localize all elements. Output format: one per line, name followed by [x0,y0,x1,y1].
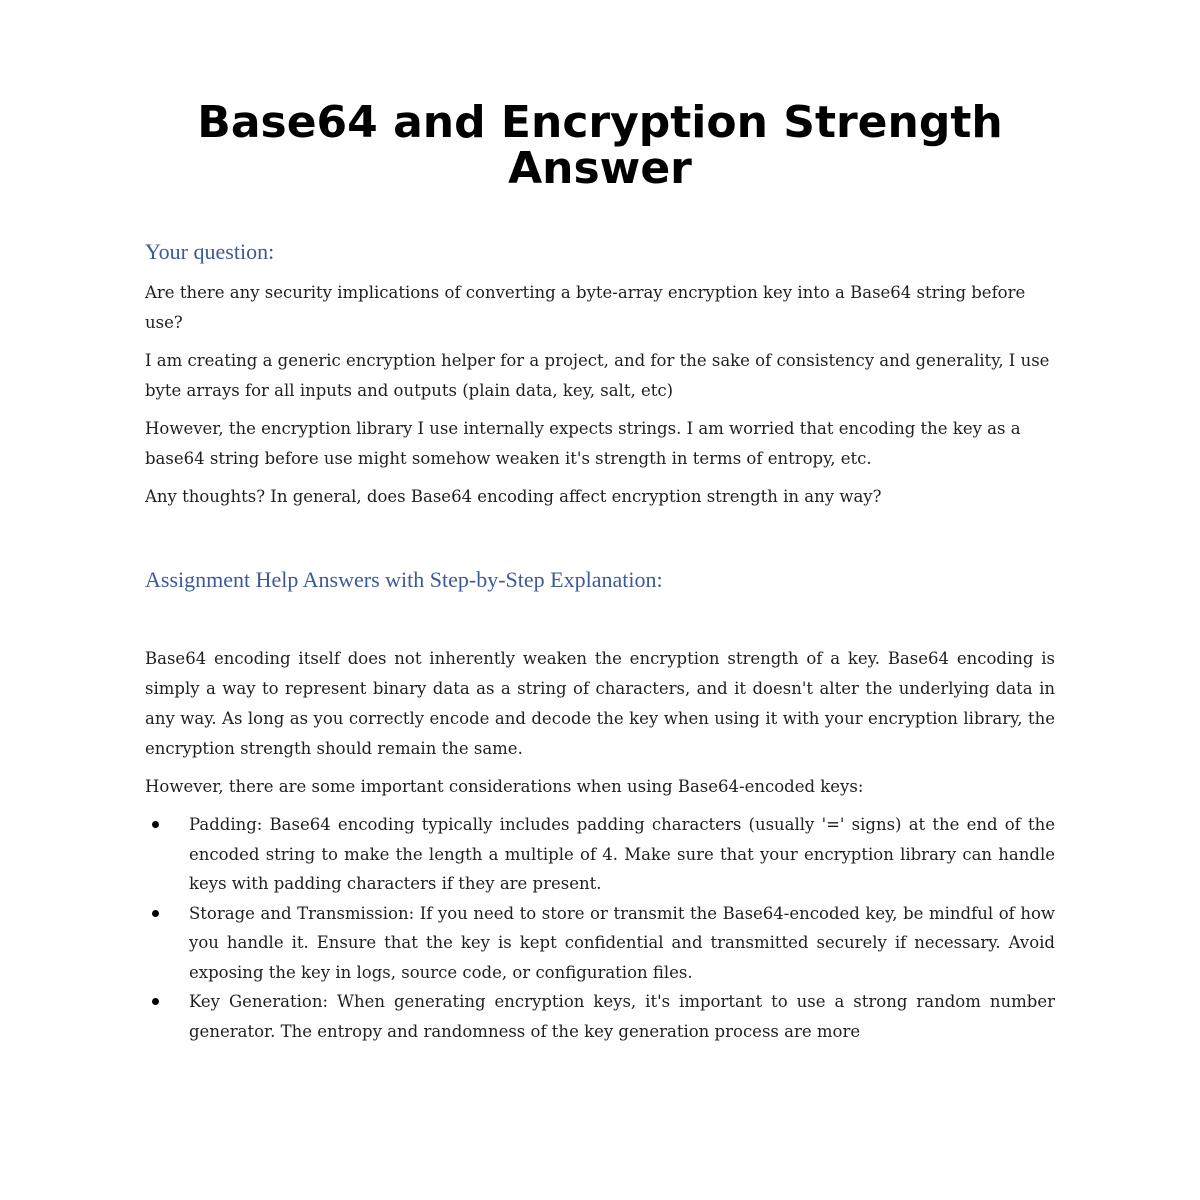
list-item [145,899,1055,988]
question-paragraph-1: Are there any security implications of converting a byte-array encryption key into a Base64 string before use? [145,283,1026,332]
answer-paragraph-2: However, there are some important considerations when using Base64-encoded keys: [145,777,864,796]
list-item [145,810,1055,899]
answer-paragraph-1: Base64 encoding itself does not inherently weaken the encryption strength of a key. Base64 encoding is simply a way to represent binary data as a string of characters, and it doesn't alter the underlying data in any way. As long as you correctly encode and decode the key when using it with your encryption library, the encryption strength should remain the same. [145,649,1055,758]
list-item-text: Padding: Base64 encoding typically includes padding characters (usually '=' signs) at the end of the encoded string to make the length a multiple of 4. Make sure that your encryption library can handle keys with padding characters if they are present. [189,815,1055,893]
question-paragraph-2: I am creating a generic encryption helper for a project, and for the sake of consistency and generality, I use byte arrays for all inputs and outputs (plain data, key, salt, etc) [145,351,1050,400]
page-title: Base64 and Encryption Strength Answer [197,97,1003,194]
answer-heading: Assignment Help Answers with Step-by-Step Explanation: [145,567,663,592]
list-item [145,987,1055,1046]
document-body [145,236,1055,1046]
list-item-text: Key Generation: When generating encryption keys, it's important to use a strong random number generator. The entropy and randomness of the key generation process are more [189,992,1055,1041]
bullet-icon [152,998,159,1005]
list-item-text: Storage and Transmission: If you need to store or transmit the Base64-encoded key, be mindful of how you handle it. Ensure that the key is kept confidential and transmitted securely if necessary. Avoid exposing the key in logs, source code, or configuration files. [189,903,1055,982]
question-heading: Your question: [145,239,275,264]
question-paragraph-4: Any thoughts? In general, does Base64 encoding affect encryption strength in any way? [145,487,882,506]
bullet-icon [152,910,159,917]
considerations-list [145,810,1055,1046]
question-paragraph-3: However, the encryption library I use internally expects strings. I am worried that encoding the key as a base64 string before use might somehow weaken it's strength in terms of entropy, etc. [145,419,1021,468]
bullet-icon [152,821,159,828]
